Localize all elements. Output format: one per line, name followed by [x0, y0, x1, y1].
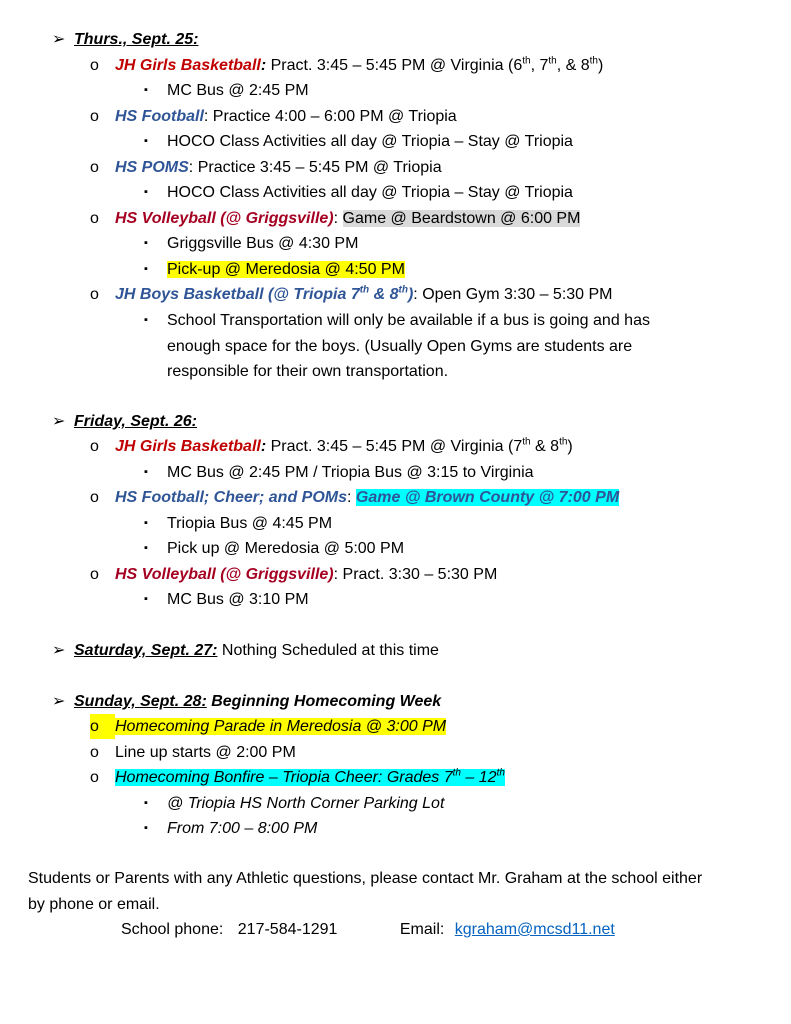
- email-link[interactable]: kgraham@mcsd11.net: [454, 921, 615, 938]
- day-note: Nothing Scheduled at this time: [217, 642, 439, 659]
- day-heading-saturday: [52, 638, 439, 663]
- event-detail: : Practice 3:45 – 5:45 PM @ Triopia: [188, 159, 442, 176]
- list-subitem: [144, 816, 317, 841]
- email-label: Email:: [399, 921, 445, 938]
- event-detail: Pract. 3:45 – 5:45 PM @ Virginia (7: [266, 438, 523, 455]
- bonfire-text: Homecoming Bonfire – Triopia Cheer: Grades 7: [115, 769, 453, 786]
- square-bullet-icon: ▪: [144, 135, 148, 147]
- ordinal: th: [398, 284, 408, 296]
- pickup-info: Pick up @ Meredosia @ 5:00 PM: [167, 540, 405, 557]
- separator: :: [260, 438, 267, 455]
- square-bullet-icon: ▪: [144, 822, 148, 834]
- square-bullet-icon: ▪: [144, 797, 148, 809]
- square-bullet-icon: ▪: [144, 593, 148, 605]
- team-name-part: JH Boys Basketball (@ Triopia 7: [115, 286, 360, 303]
- bonfire-text: – 12: [460, 769, 497, 786]
- list-item: [90, 206, 580, 231]
- phone-label: School phone:: [121, 921, 224, 938]
- ordinal: th: [452, 767, 461, 779]
- day-note: Beginning Homecoming Week: [206, 693, 442, 710]
- list-subitem: [144, 78, 309, 103]
- event-detail: & 8: [530, 438, 560, 455]
- game-info: Game @ Beardstown @ 6:00 PM: [342, 210, 581, 227]
- team-name: HS Football: [115, 108, 204, 125]
- event-detail: Pract. 3:45 – 5:45 PM @ Virginia (6: [266, 57, 523, 74]
- day-heading-label: Thurs., Sept. 25:: [74, 31, 199, 48]
- team-name: JH Girls Basketball: [115, 57, 261, 74]
- circle-bullet-icon: o: [90, 159, 99, 176]
- team-name: HS Football; Cheer; and POMs: [115, 489, 348, 506]
- square-bullet-icon: ▪: [144, 263, 148, 275]
- list-item: [90, 434, 573, 459]
- square-bullet-icon: ▪: [144, 542, 148, 554]
- arrow-bullet-icon: ➢: [52, 693, 66, 710]
- bonfire-info: [115, 769, 505, 786]
- bus-info: MC Bus @ 3:10 PM: [167, 591, 309, 608]
- day-heading-label: Saturday, Sept. 27:: [74, 642, 218, 659]
- arrow-bullet-icon: ➢: [52, 642, 66, 659]
- parade-info: Homecoming Parade in Meredosia @ 3:00 PM: [115, 718, 447, 735]
- list-subitem: [144, 511, 332, 536]
- team-name: [115, 286, 413, 303]
- day-heading-label: Friday, Sept. 26:: [74, 413, 197, 430]
- day-heading-friday: [52, 409, 197, 434]
- list-item: [90, 765, 505, 790]
- lineup-info: Line up starts @ 2:00 PM: [115, 744, 296, 761]
- list-subitem: [144, 129, 573, 154]
- ordinal: th: [559, 436, 568, 448]
- event-detail: , & 8: [556, 57, 590, 74]
- circle-bullet-icon: o: [90, 566, 99, 583]
- arrow-bullet-icon: ➢: [52, 31, 66, 48]
- square-bullet-icon: ▪: [144, 314, 148, 326]
- list-item: [90, 740, 296, 765]
- list-subitem: [144, 791, 444, 816]
- team-name: JH Girls Basketball: [115, 438, 261, 455]
- separator: :: [347, 489, 356, 506]
- list-subitem: [144, 231, 358, 256]
- square-bullet-icon: ▪: [144, 84, 148, 96]
- event-detail: : Practice 4:00 – 6:00 PM @ Triopia: [203, 108, 457, 125]
- team-name-part: ): [407, 286, 414, 303]
- day-heading-thursday: [52, 27, 198, 52]
- circle-bullet-icon: o: [90, 286, 99, 303]
- team-name-part: & 8: [369, 286, 399, 303]
- event-detail: : Open Gym 3:30 – 5:30 PM: [413, 286, 613, 303]
- ordinal: th: [359, 284, 370, 296]
- bus-info: MC Bus @ 2:45 PM / Triopia Bus @ 3:15 to Virginia: [167, 464, 534, 481]
- ordinal: th: [496, 767, 505, 779]
- circle-bullet-icon: o: [90, 744, 99, 761]
- list-subitem: [144, 460, 534, 485]
- activity-note: HOCO Class Activities all day @ Triopia – Stay @ Triopia: [167, 184, 573, 201]
- arrow-bullet-icon: ➢: [52, 413, 66, 430]
- list-subitem: [144, 257, 405, 282]
- list-item: [90, 104, 457, 129]
- separator: :: [260, 57, 267, 74]
- circle-bullet-icon: o: [90, 57, 99, 74]
- event-detail: , 7: [530, 57, 549, 74]
- game-info: Game @ Brown County @ 7:00 PM: [355, 489, 620, 506]
- list-subitem: [144, 308, 664, 385]
- bus-info: Griggsville Bus @ 4:30 PM: [167, 235, 359, 252]
- bonfire-time: From 7:00 – 8:00 PM: [167, 820, 318, 837]
- contact-paragraph: Students or Parents with any Athletic questions, please contact Mr. Graham at the school either by phone or email.: [28, 870, 703, 913]
- list-subitem: [144, 180, 573, 205]
- event-detail: ): [567, 438, 573, 455]
- activity-note: HOCO Class Activities all day @ Triopia – Stay @ Triopia: [167, 133, 573, 150]
- list-item: [90, 485, 619, 510]
- circle-bullet-icon: o: [90, 438, 99, 455]
- team-name: HS Volleyball (@ Griggsville): [115, 566, 334, 583]
- phone-number: 217-584-1291: [237, 921, 338, 938]
- list-item: [90, 562, 497, 587]
- circle-bullet-icon: o: [90, 489, 99, 506]
- contact-line: [121, 917, 615, 942]
- separator: :: [333, 210, 343, 227]
- list-item: [90, 155, 442, 180]
- list-item: [90, 714, 446, 739]
- circle-bullet-icon: o: [90, 210, 99, 227]
- pickup-info: Pick-up @ Meredosia @ 4:50 PM: [167, 261, 405, 278]
- circle-bullet-icon: o: [90, 769, 99, 786]
- event-detail: ): [597, 57, 604, 74]
- team-name: HS Volleyball (@ Griggsville): [115, 210, 334, 227]
- day-heading-sunday: [52, 689, 441, 714]
- ordinal: th: [522, 436, 531, 448]
- circle-bullet-icon: o: [90, 108, 99, 125]
- ordinal: th: [522, 55, 531, 67]
- square-bullet-icon: ▪: [144, 237, 148, 249]
- ordinal: th: [548, 55, 557, 67]
- square-bullet-icon: ▪: [144, 186, 148, 198]
- team-name: HS POMS: [115, 159, 189, 176]
- list-item: [90, 53, 603, 78]
- bonfire-location: @ Triopia HS North Corner Parking Lot: [167, 795, 445, 812]
- circle-bullet-icon: o: [90, 714, 115, 739]
- event-detail: : Pract. 3:30 – 5:30 PM: [333, 566, 498, 583]
- square-bullet-icon: ▪: [144, 517, 148, 529]
- transportation-note: School Transportation will only be available if a bus is going and has enough space for the boys. (Usually Open Gyms are students are responsible for their own transportation.: [167, 312, 650, 380]
- bus-info: Triopia Bus @ 4:45 PM: [167, 515, 333, 532]
- bus-info: MC Bus @ 2:45 PM: [167, 82, 309, 99]
- square-bullet-icon: ▪: [144, 466, 148, 478]
- list-subitem: [144, 587, 309, 612]
- list-item: [90, 282, 613, 307]
- ordinal: th: [589, 55, 598, 67]
- day-heading-label: Sunday, Sept. 28:: [74, 693, 207, 710]
- list-subitem: [144, 536, 404, 561]
